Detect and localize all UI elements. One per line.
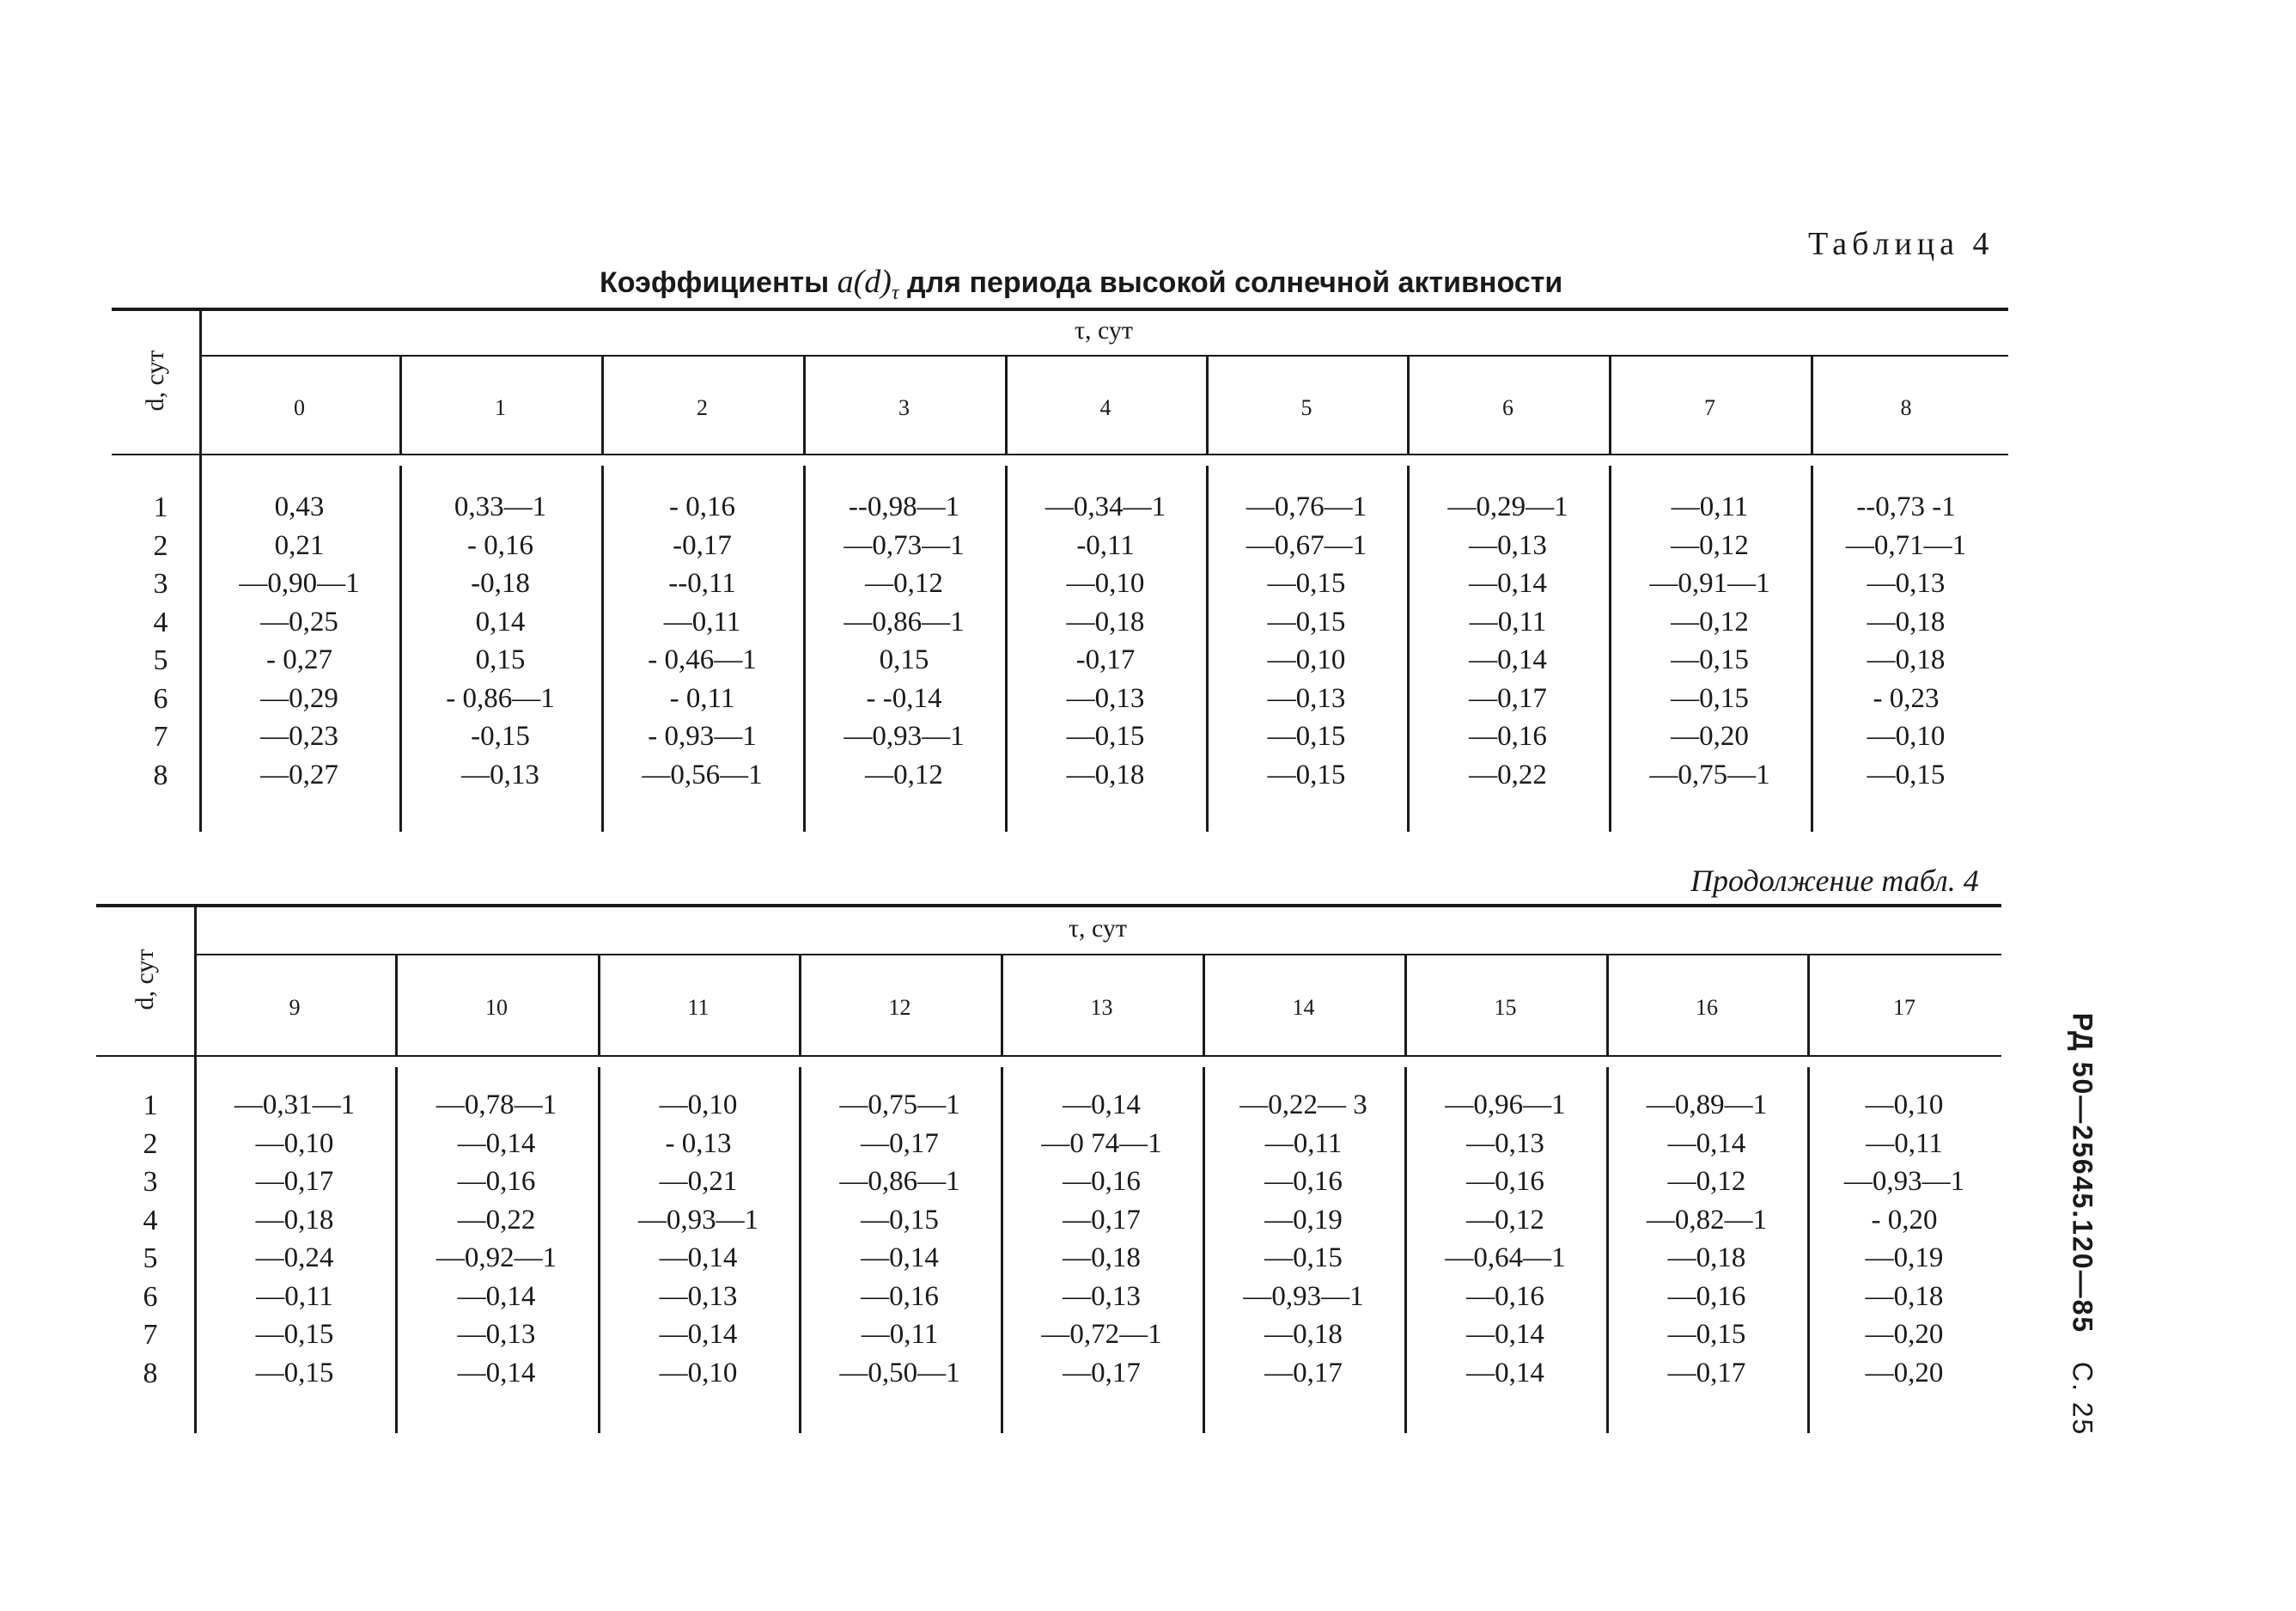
header-bottom-rule: [96, 1055, 2001, 1057]
table-cell: - 0,86—1: [446, 682, 555, 714]
table-cell: —0,18: [1667, 1242, 1746, 1273]
row-header: 4: [153, 606, 168, 638]
column-header: 5: [1300, 395, 1312, 420]
table-cell: —0,15: [1671, 682, 1749, 714]
column-divider-head: [1206, 355, 1209, 454]
stub-divider: [199, 308, 202, 832]
table-cell: - 0,11: [669, 682, 735, 714]
row-header: 1: [143, 1089, 158, 1121]
table-cell: —0,10: [1066, 568, 1145, 599]
table-cell: —0,23: [260, 721, 338, 752]
table-cell: —0,16: [1667, 1280, 1746, 1312]
table-cell: —0,13: [659, 1280, 738, 1312]
column-header: 4: [1099, 395, 1111, 420]
column-divider-head: [1407, 355, 1410, 454]
table-cell: -0,18: [471, 568, 530, 599]
table-cell: —0,15: [1267, 721, 1346, 752]
table-cell: —0,56—1: [642, 759, 763, 790]
column-header: 0: [294, 395, 305, 420]
table-cell: —0,21: [659, 1166, 738, 1197]
table-cell: —0,24: [255, 1242, 334, 1273]
table-cell: —0,14: [659, 1242, 738, 1273]
table-cell: —0,10: [1865, 1089, 1944, 1120]
table-cell: —0,17: [1264, 1357, 1343, 1388]
table-cell: —0,18: [1867, 606, 1946, 638]
tau-header: τ, сут: [1074, 316, 1134, 345]
table-cell: —0,13: [1066, 682, 1145, 714]
row-header: 6: [143, 1280, 158, 1313]
table-cell: —0,93—1: [843, 721, 965, 752]
table-cell: —0,67—1: [1245, 529, 1367, 561]
table-cell: - -0,14: [866, 682, 942, 714]
column-divider-head: [601, 355, 604, 454]
table-cell: —0 74—1: [1041, 1127, 1162, 1159]
table-cell: -0,17: [673, 529, 732, 561]
table-cell: —0,18: [1066, 759, 1145, 790]
table-top-rule: [112, 308, 2008, 311]
table-title: [600, 263, 1562, 305]
row-header: 5: [153, 644, 168, 676]
table-cell: —0,14: [659, 1319, 738, 1350]
table-cell: 0,21: [274, 529, 325, 561]
table-cell: —0,93—1: [1243, 1280, 1364, 1312]
table-cell: —0,15: [861, 1204, 939, 1236]
column-header: 13: [1090, 995, 1113, 1020]
column-divider-body: [799, 1067, 801, 1433]
table-cell: —0,18: [1264, 1319, 1343, 1350]
column-divider-head: [1203, 954, 1205, 1055]
column-divider-body: [1407, 466, 1410, 832]
row-header: 2: [143, 1127, 158, 1160]
table-cell: - 0,93—1: [648, 721, 757, 752]
table-cell: —0,86—1: [839, 1166, 960, 1197]
table-cell: —0,18: [1063, 1242, 1141, 1273]
column-header: 16: [1696, 995, 1718, 1020]
column-divider-body: [1404, 1067, 1407, 1433]
table-cell: —0,92—1: [435, 1242, 557, 1273]
row-header: 3: [143, 1166, 158, 1198]
table-cell: - 0,23: [1873, 682, 1940, 714]
table-cell: —0,18: [1066, 606, 1145, 638]
table-cell: —0,22: [457, 1204, 536, 1236]
column-divider-head: [1606, 954, 1609, 1055]
table-cell: - 0,16: [669, 491, 735, 522]
table-cell: —0,20: [1865, 1319, 1944, 1350]
column-divider-body: [1811, 466, 1813, 832]
side-document-id: [2067, 1013, 2098, 1437]
column-divider-body: [1203, 1067, 1205, 1433]
title-prefix: Коэффициенты: [600, 266, 837, 299]
table-cell: —0,16: [1469, 721, 1547, 752]
table-cell: —0,11: [1671, 491, 1749, 522]
table-cell: —0,13: [461, 759, 539, 790]
table-cell: —0,11: [861, 1319, 939, 1350]
row-header: 7: [143, 1319, 158, 1351]
column-header: 14: [1292, 995, 1315, 1020]
table-cell: --0,73 -1: [1856, 491, 1956, 522]
table-cell: —0,19: [1264, 1204, 1343, 1236]
table-cell: —0,11: [1866, 1127, 1943, 1159]
table-cell: —0,15: [1264, 1242, 1343, 1273]
table-cell: —0,15: [1867, 759, 1946, 790]
column-header: 9: [289, 995, 301, 1020]
table-cell: —0,12: [1671, 606, 1749, 638]
table-cell: —0,17: [255, 1166, 334, 1197]
table-cell: —0,17: [861, 1127, 939, 1159]
column-header: 7: [1704, 395, 1715, 420]
table-cell: —0,19: [1865, 1242, 1944, 1273]
table-cell: —0,75—1: [1649, 759, 1770, 790]
table-cell: —0,17: [1667, 1357, 1746, 1388]
column-divider-body: [1206, 466, 1209, 832]
table-cell: —0,10: [1867, 721, 1946, 752]
table-cell: --0,11: [668, 568, 736, 599]
table-cell: —0,20: [1671, 721, 1749, 752]
column-divider-head: [1609, 355, 1611, 454]
table-cell: —0,96—1: [1445, 1089, 1566, 1120]
stub-divider: [194, 904, 197, 1433]
table-cell: —0,50—1: [839, 1357, 960, 1388]
column-divider-head: [1811, 355, 1813, 454]
column-divider-body: [598, 1067, 600, 1433]
table-cell: —0,17: [1469, 682, 1547, 714]
table-cell: —0,14: [1466, 1357, 1544, 1388]
table-cell: —0,11: [1264, 1127, 1343, 1159]
table-cell: —0,14: [457, 1127, 536, 1159]
table-cell: -0,11: [1076, 529, 1135, 561]
row-header: 3: [153, 568, 168, 600]
tau-header-rule: [194, 954, 2001, 955]
table-cell: —0,13: [1267, 682, 1346, 714]
table-cell: —0,14: [457, 1357, 536, 1388]
d-header: d, сут: [141, 350, 169, 412]
d-header: d, сут: [131, 949, 159, 1010]
table-cell: —0,76—1: [1245, 491, 1367, 522]
title-suffix: для периода высокой солнечной активности: [898, 266, 1563, 299]
table-cell: --0,98—1: [848, 491, 960, 522]
column-header: 12: [888, 995, 911, 1020]
table-cell: —0,15: [255, 1357, 334, 1388]
column-header: 6: [1502, 395, 1513, 420]
table-cell: —0,14: [1063, 1089, 1141, 1120]
column-divider-head: [1001, 954, 1003, 1055]
table-cell: —0,11: [663, 606, 741, 638]
table-cell: —0,22— 3: [1239, 1089, 1367, 1120]
column-header: 1: [495, 395, 506, 420]
table-cell: —0,14: [1469, 644, 1547, 675]
table-cell: -0,15: [471, 721, 530, 752]
table-cell: —0,34—1: [1044, 491, 1166, 522]
table-cell: —0,10: [255, 1127, 334, 1159]
column-divider-head: [803, 355, 806, 454]
table-cell: —0,11: [256, 1280, 333, 1312]
row-header: 5: [143, 1242, 158, 1274]
column-header: 2: [697, 395, 708, 420]
column-header: 10: [485, 995, 508, 1020]
table-cell: —0,11: [1469, 606, 1547, 638]
table-cell: —0,13: [1063, 1280, 1141, 1312]
table-cell: - 0,20: [1871, 1204, 1938, 1236]
table-cell: —0,13: [1867, 568, 1946, 599]
table-cell: —0,15: [1667, 1319, 1746, 1350]
column-header: 17: [1893, 995, 1915, 1020]
table-cell: —0,15: [1671, 644, 1749, 675]
column-header: 3: [898, 395, 910, 420]
table-cell: —0,90—1: [239, 568, 360, 599]
table-cell: 0,43: [274, 491, 325, 522]
tau-header-rule: [199, 355, 2008, 357]
table-cell: —0,14: [861, 1242, 939, 1273]
table-cell: —0,93—1: [637, 1204, 759, 1236]
table-cell: —0,13: [1466, 1127, 1544, 1159]
table-cell: —0,31—1: [234, 1089, 356, 1120]
table-cell: —0,29: [260, 682, 338, 714]
column-divider-head: [395, 954, 398, 1055]
table-cell: —0,12: [865, 759, 943, 790]
table-cell: —0,16: [457, 1166, 536, 1197]
table-cell: 0,15: [879, 644, 929, 675]
table-top-rule: [96, 904, 2001, 907]
table-cell: —0,16: [1264, 1166, 1343, 1197]
column-divider-body: [1807, 1067, 1810, 1433]
table-cell: —0,13: [1469, 529, 1547, 561]
table-cell: —0,16: [1063, 1166, 1141, 1197]
table-cell: —0,18: [1865, 1280, 1944, 1312]
tau-header: τ, сут: [1068, 914, 1128, 943]
column-header: 15: [1494, 995, 1517, 1020]
row-header: 7: [153, 721, 168, 753]
table-cell: —0,10: [659, 1089, 738, 1120]
table-cell: —0,72—1: [1041, 1319, 1162, 1350]
row-header: 4: [143, 1204, 158, 1236]
column-divider-body: [1606, 1067, 1609, 1433]
table-cell: —0,14: [1466, 1319, 1544, 1350]
table-cell: —0,15: [255, 1319, 334, 1350]
table-cell: —0,17: [1063, 1204, 1141, 1236]
column-divider-body: [1609, 466, 1611, 832]
table-cell: —0,14: [1667, 1127, 1746, 1159]
table-cell: —0,12: [1671, 529, 1749, 561]
table-cell: - 0,13: [665, 1127, 732, 1159]
column-divider-body: [803, 466, 806, 832]
column-divider-head: [399, 355, 402, 454]
table-cell: —0,25: [260, 606, 338, 638]
table-cell: - 0,27: [266, 644, 332, 675]
table-cell: —0,13: [457, 1319, 536, 1350]
table-cell: —0,64—1: [1445, 1242, 1566, 1273]
table-number-label: Таблица 4: [1808, 226, 1995, 262]
row-header: 8: [153, 759, 168, 791]
table-cell: —0,15: [1066, 721, 1145, 752]
header-bottom-rule: [112, 454, 2008, 455]
row-header: 2: [153, 529, 168, 562]
table-cell: —0,16: [1466, 1280, 1544, 1312]
title-subscript: τ: [891, 281, 899, 304]
table-cell: —0,91—1: [1649, 568, 1770, 599]
row-header: 6: [153, 682, 168, 715]
column-divider-body: [601, 466, 604, 832]
table-cell: —0,29—1: [1447, 491, 1568, 522]
table-cell: —0,18: [1867, 644, 1946, 675]
continuation-label: Продолжение табл. 4: [1690, 863, 1979, 898]
column-divider-body: [1005, 466, 1008, 832]
table-cell: —0,73—1: [843, 529, 965, 561]
table-cell: - 0,46—1: [648, 644, 757, 675]
table-cell: —0,71—1: [1845, 529, 1967, 561]
column-divider-body: [395, 1067, 398, 1433]
column-divider-head: [1404, 954, 1407, 1055]
table-cell: —0,22: [1469, 759, 1547, 790]
column-divider-head: [1005, 355, 1008, 454]
row-header: 8: [143, 1357, 158, 1389]
table-cell: —0,14: [1469, 568, 1547, 599]
table-cell: - 0,16: [467, 529, 533, 561]
table-cell: —0,16: [1466, 1166, 1544, 1197]
table-cell: —0,27: [260, 759, 338, 790]
table-cell: —0,78—1: [435, 1089, 557, 1120]
column-divider-body: [1001, 1067, 1003, 1433]
table-cell: —0,12: [1466, 1204, 1544, 1236]
column-divider-body: [399, 466, 402, 832]
table-cell: —0,14: [457, 1280, 536, 1312]
row-header: 1: [153, 491, 168, 523]
table-cell: —0,17: [1063, 1357, 1141, 1388]
page-number: С. 25: [2067, 1361, 2098, 1437]
table-cell: —0,15: [1267, 568, 1346, 599]
column-divider-head: [799, 954, 801, 1055]
table-cell: —0,93—1: [1843, 1166, 1965, 1197]
table-cell: —0,20: [1865, 1357, 1944, 1388]
column-header: 8: [1900, 395, 1912, 420]
table-cell: —0,10: [659, 1357, 738, 1388]
table-cell: —0,12: [1667, 1166, 1746, 1197]
column-divider-head: [598, 954, 600, 1055]
column-header: 11: [687, 995, 710, 1020]
table-cell: 0,15: [475, 644, 526, 675]
table-cell: —0,15: [1267, 606, 1346, 638]
table-cell: —0,89—1: [1646, 1089, 1768, 1120]
title-symbol: a(d): [837, 264, 892, 300]
table-cell: —0,12: [865, 568, 943, 599]
table-cell: —0,10: [1267, 644, 1346, 675]
table-cell: —0,86—1: [843, 606, 965, 638]
table-cell: —0,75—1: [839, 1089, 960, 1120]
table-cell: —0,16: [861, 1280, 939, 1312]
table-cell: —0,18: [255, 1204, 334, 1236]
column-divider-head: [1807, 954, 1810, 1055]
table-cell: —0,82—1: [1646, 1204, 1768, 1236]
table-cell: -0,17: [1075, 644, 1136, 675]
table-cell: —0,15: [1267, 759, 1346, 790]
table-cell: 0,14: [475, 606, 526, 638]
document-code: РД 50—25645.120—85: [2067, 1012, 2098, 1334]
table-cell: 0,33—1: [454, 491, 547, 522]
